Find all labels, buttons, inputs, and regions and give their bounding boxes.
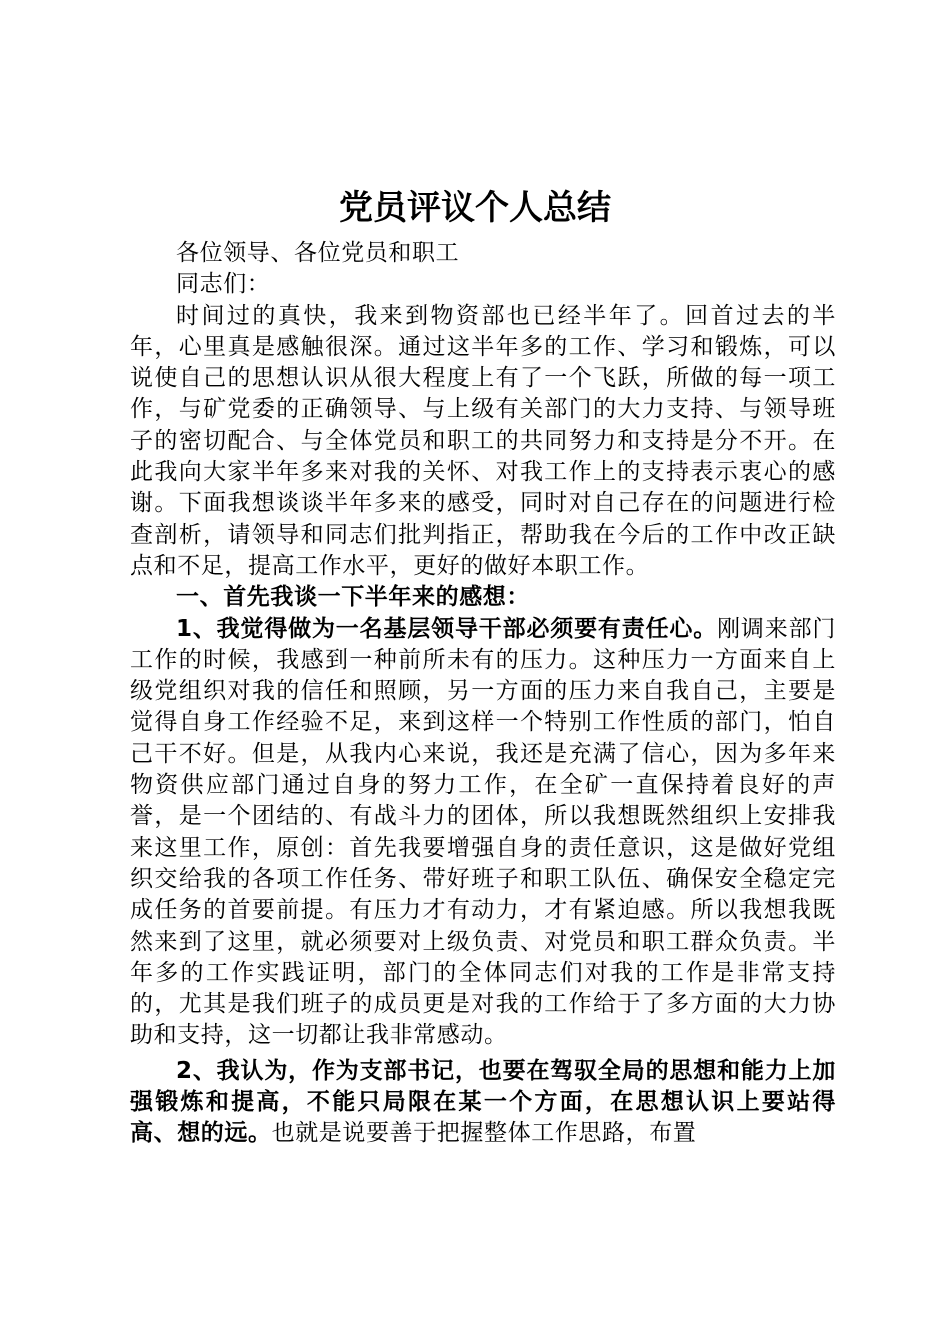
point-2-body: 也就是说要善于把握整体工作思路，布置 bbox=[271, 1120, 697, 1147]
salutation-line-2: 同志们： bbox=[176, 271, 271, 298]
document-body bbox=[130, 238, 836, 1150]
point-1-lead: 1、我觉得做为一名基层领导干部必须要有责任心。 bbox=[176, 615, 718, 642]
section-1-heading: 一、首先我谈一下半年来的感想： bbox=[176, 584, 530, 611]
point-1-body: 刚调来部门工作的时候，我感到一种前所未有的压力。这种压力一方面来自上级党组织对我的信任和照顾，另一方面的压力来自我自己，主要是觉得自身工作经验不足，来到这样一个特别工作性质的部门，怕自己干不好。但是，从我内心来说，我还是充满了信心，因为多年来物资供应部门通过自身的努力工作，在全矿一直保持着良好的声誉，是一个团结的、有战斗力的团体，所以我想既然组织上安排我来这里工作，原创：首先我要增强自身的责任意识，这是做好党组织交给我的各项工作任务、带好班子和职工队伍、确保安全稳定完成任务的首要前提。有压力才有动力，才有紧迫感。所以我想我既然来到了这里，就必须要对上级负责、对党员和职工群众负责。半年多的工作实践证明，部门的全体同志们对我的工作是非常支持的，尤其是我们班子的成员更是对我的工作给于了多方面的大力协助和支持，这一切都让我非常感动。 bbox=[130, 615, 836, 1049]
document-title: 党员评议个人总结 bbox=[339, 188, 611, 228]
point-2-lead: 2、我认为，作为支部书记，也要在驾驭全局的思想和能力上加强锻炼和提高，不能只局限在某一个方面，在思想认识上要站得高、想的远。 bbox=[130, 1057, 836, 1147]
point-1-paragraph bbox=[130, 614, 836, 1052]
point-2-paragraph bbox=[130, 1056, 836, 1150]
salutation-line-1: 各位领导、各位党员和职工 bbox=[176, 240, 460, 266]
intro-paragraph: 时间过的真快，我来到物资部也已经半年了。回首过去的半年，心里真是感触很深。通过这半年多的工作、学习和锻炼，可以说使自己的思想认识从很大程度上有了一个飞跃，所做的每一项工作，与矿党委的正确领导、与上级有关部门的大力支持、与领导班子的密切配合、与全体党员和职工的共同努力和支持是分不开。在此我向大家半年多来对我的关怀、对我工作上的支持表示衷心的感谢。下面我想谈谈半年多来的感受，同时对自己存在的问题进行检查剖析，请领导和同志们批判指正，帮助我在今后的工作中改正缺点和不足，提高工作水平，更好的做好本职工作。 bbox=[130, 302, 836, 579]
